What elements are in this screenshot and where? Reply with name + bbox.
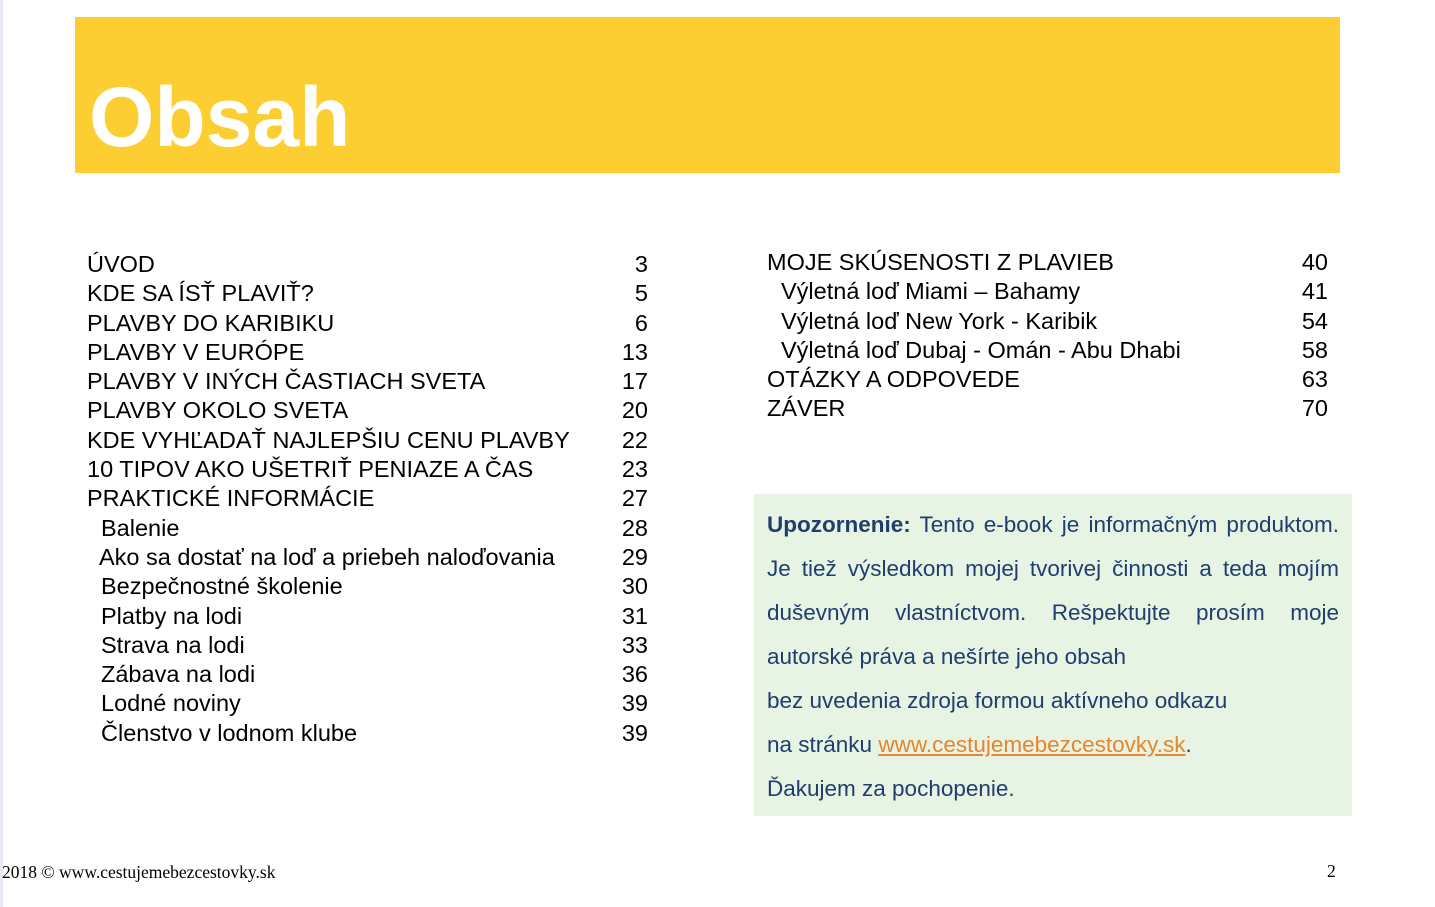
toc-entry-label: Výletná loď Dubaj - Omán - Abu Dhabi [781, 336, 1181, 363]
toc-entry-label: PRAKTICKÉ INFORMÁCIE [87, 485, 375, 512]
footer-copyright: 2018 © www.cestujemebezcestovky.sk [2, 862, 276, 882]
toc-entry[interactable] [87, 248, 648, 277]
toc-entry-label: ÚVOD [87, 251, 155, 277]
toc-subentry[interactable] [87, 570, 648, 599]
notice-line-link [767, 723, 1339, 767]
toc-entry-page: 17 [621, 368, 648, 395]
toc-entry-page: 54 [1301, 307, 1328, 334]
toc-entry-label: KDE SA ÍSŤ PLAVIŤ? [87, 280, 314, 307]
toc-entry[interactable] [87, 482, 648, 511]
toc-entry-page: 70 [1301, 395, 1328, 422]
toc-entry[interactable] [87, 365, 648, 394]
toc-entry-label: Výletná loď New York - Karibik [781, 307, 1098, 334]
toc-entry-page: 33 [621, 631, 648, 658]
toc-left-column [87, 248, 648, 746]
page-left-rule [0, 0, 3, 907]
toc-entry[interactable] [87, 336, 648, 365]
toc-entry-label: 10 TIPOV AKO UŠETRIŤ PENIAZE A ČAS [87, 456, 534, 483]
page-title: Obsah [89, 70, 351, 164]
notice-link-suffix: . [1185, 732, 1192, 757]
toc-entry-label: Bezpečnostné školenie [101, 573, 343, 600]
toc-entry-label: PLAVBY V EURÓPE [87, 338, 305, 365]
toc-subentry[interactable] [87, 717, 648, 746]
toc-entry-page: 27 [621, 485, 648, 512]
notice-line-source: bez uvedenia zdroja formou aktívneho odkazu [767, 688, 1228, 713]
toc-entry-page: 23 [621, 456, 648, 483]
toc-subentry[interactable] [767, 305, 1328, 334]
toc-entry-page: 58 [1301, 336, 1328, 363]
toc-entry[interactable] [87, 453, 648, 482]
toc-entry[interactable] [87, 277, 648, 306]
toc-entry-label: PLAVBY OKOLO SVETA [87, 397, 349, 424]
notice-body: Tento e-book je informačným produktom. Je tiež výsledkom mojej tvorivej činnosti a teda mojím duševným vlastníctvom. Rešpektujte prosím moje autorské práva a nešírte jeho obsah [767, 512, 1339, 669]
toc-subentry[interactable] [87, 687, 648, 716]
toc-entry-label: PLAVBY V INÝCH ČASTIACH SVETA [87, 368, 486, 395]
footer-page-number: 2 [1327, 861, 1336, 881]
toc-entry-page: 5 [634, 280, 648, 307]
toc-entry-page: 20 [621, 397, 648, 424]
notice-link-prefix: na stránku [767, 732, 879, 757]
toc-entry-label: Členstvo v lodnom klube [101, 719, 358, 746]
toc-subentry[interactable] [87, 629, 648, 658]
toc-entry-page: 6 [634, 309, 648, 336]
toc-entry-page: 30 [621, 573, 648, 600]
toc-entry-label: ZÁVER [767, 395, 846, 422]
toc-entry-label: PLAVBY DO KARIBIKU [87, 309, 335, 336]
toc-subentry[interactable] [767, 275, 1328, 304]
title-banner [75, 17, 1340, 173]
toc-entry-page: 39 [621, 690, 648, 717]
toc-entry-page: 31 [621, 602, 648, 629]
toc-entry-page: 39 [621, 719, 648, 746]
toc-entry[interactable] [87, 424, 648, 453]
toc-entry-page: 28 [621, 514, 648, 541]
toc-entry-label: Platby na lodi [101, 602, 243, 629]
toc-entry-page: 63 [1301, 366, 1328, 393]
toc-entry-page: 36 [621, 661, 648, 688]
toc-subentry[interactable] [87, 658, 648, 687]
toc-entry[interactable] [767, 246, 1328, 275]
toc-entry-label: Strava na lodi [101, 631, 245, 658]
website-link[interactable]: www.cestujemebezcestovky.sk [878, 732, 1186, 757]
toc-entry-page: 41 [1301, 278, 1328, 305]
toc-right-column [767, 246, 1328, 422]
toc-subentry[interactable] [87, 541, 648, 570]
toc-entry-page: 22 [621, 426, 648, 453]
toc-entry-label: Zábava na lodi [101, 661, 256, 688]
toc-entry[interactable] [87, 307, 648, 336]
toc-subentry[interactable] [87, 600, 648, 629]
notice-thanks: Ďakujem za pochopenie. [767, 776, 1015, 801]
toc-entry[interactable] [767, 363, 1328, 392]
toc-entry-label: Výletná loď Miami – Bahamy [781, 278, 1081, 305]
toc-entry-page: 29 [621, 543, 648, 570]
toc-entry-label: OTÁZKY A ODPOVEDE [767, 366, 1020, 393]
copyright-notice-box [754, 494, 1352, 816]
toc-subentry[interactable] [767, 334, 1328, 363]
notice-text [767, 503, 1339, 811]
toc-entry-page: 3 [634, 251, 648, 277]
toc-entry-label: KDE VYHĽADAŤ NAJLEPŠIU CENU PLAVBY [87, 426, 570, 453]
toc-entry-label: MOJE SKÚSENOSTI Z PLAVIEB [767, 249, 1114, 275]
toc-entry[interactable] [87, 394, 648, 423]
toc-entry[interactable] [767, 392, 1328, 421]
toc-entry-label: Ako sa dostať na loď a priebeh naloďovania [99, 543, 555, 570]
toc-subentry[interactable] [87, 512, 648, 541]
toc-entry-page: 13 [621, 338, 648, 365]
toc-entry-label: Lodné noviny [101, 690, 241, 717]
notice-heading: Upozornenie: [767, 512, 911, 537]
toc-entry-label: Balenie [101, 514, 180, 541]
toc-entry-page: 40 [1301, 249, 1328, 275]
